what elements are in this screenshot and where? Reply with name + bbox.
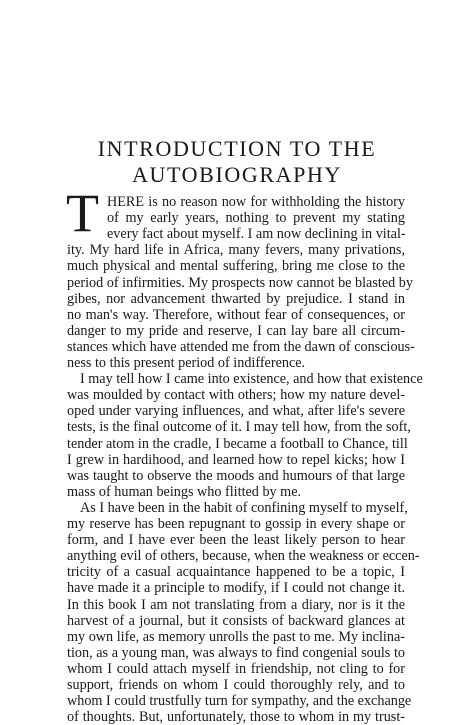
- text-line: I grew in hardihood, and learned how to repel kicks; how I: [67, 451, 405, 468]
- text-line: of thoughts. But, unfortunately, those to whom in my trust-: [67, 709, 405, 725]
- text-line: stances which have attended me from the dawn of conscious-: [67, 338, 415, 355]
- text-line: tricity of a casual acquaintance happened to be a topic, I: [67, 564, 405, 581]
- text-line: ity. My hard life in Africa, many fevers, many privations,: [67, 242, 405, 259]
- text-line: In this book I am not translating from a diary, nor is it the: [67, 596, 405, 613]
- text-line: of my early years, nothing to prevent my stating: [107, 210, 405, 227]
- text-line: oped under varying influences, and what, after life's severe: [67, 403, 405, 420]
- text-line: tion, as a young man, was always to find congenial souls to: [67, 644, 405, 661]
- text-line: ness to this present period of indifference.: [67, 355, 306, 371]
- drop-cap: T: [66, 183, 99, 243]
- text-line: I may tell how I came into existence, and how that existence: [80, 371, 423, 388]
- text-line: whom I could attach myself in friendship, not cling to for: [67, 660, 405, 677]
- text-line: much physical and mental suffering, bring me close to the: [67, 258, 405, 275]
- text-line: no man's way. Therefore, without fear of consequences, or: [67, 306, 405, 323]
- text-line: have made it a principle to modify, if I could not change it.: [67, 580, 405, 597]
- text-line: my own life, as memory unrolls the past to me. My inclina-: [67, 628, 405, 645]
- text-line: As I have been in the habit of confining myself to myself,: [80, 499, 408, 516]
- text-line: anything evil of others, because, when the weakness or eccen-: [67, 548, 420, 565]
- chapter-title-line-2: AUTOBIOGRAPHY: [132, 162, 342, 187]
- text-line: my reserve has been repugnant to gossip in every shape or: [67, 516, 405, 532]
- text-line: was moulded by contact with others; how my nature devel-: [67, 387, 405, 404]
- text-line: mass of human beings who flitted by me.: [67, 483, 302, 500]
- text-line: was taught to observe the moods and humours of that large: [67, 467, 405, 484]
- text-line: period of infirmities. My prospects now cannot be blasted by: [67, 274, 413, 291]
- text-line: whom I could trustfully turn for sympathy, and the exchange: [67, 693, 412, 710]
- text-line: harvest of a journal, but it consists of backward glances at: [67, 612, 405, 629]
- text-line: HERE is no reason now for withholding the history: [107, 194, 405, 210]
- text-line: support, friends on whom I could thoroughly rely, and to: [67, 677, 405, 693]
- text-line: tender atom in the cradle, I became a football to Chance, till: [67, 435, 408, 452]
- text-line: tests, is the final outcome of it. I may tell how, from the soft,: [67, 419, 411, 436]
- chapter-title-line-1: INTRODUCTION TO THE: [97, 136, 377, 161]
- text-line: gibes, nor advancement thwarted by prejudice. I stand in: [67, 290, 405, 307]
- text-line: every fact about myself. I am now declining in vital-: [107, 226, 406, 243]
- text-line: danger to my pride and reserve, I can lay bare all circum-: [67, 322, 405, 339]
- text-line: form, and I have ever been the least likely person to hear: [67, 532, 405, 549]
